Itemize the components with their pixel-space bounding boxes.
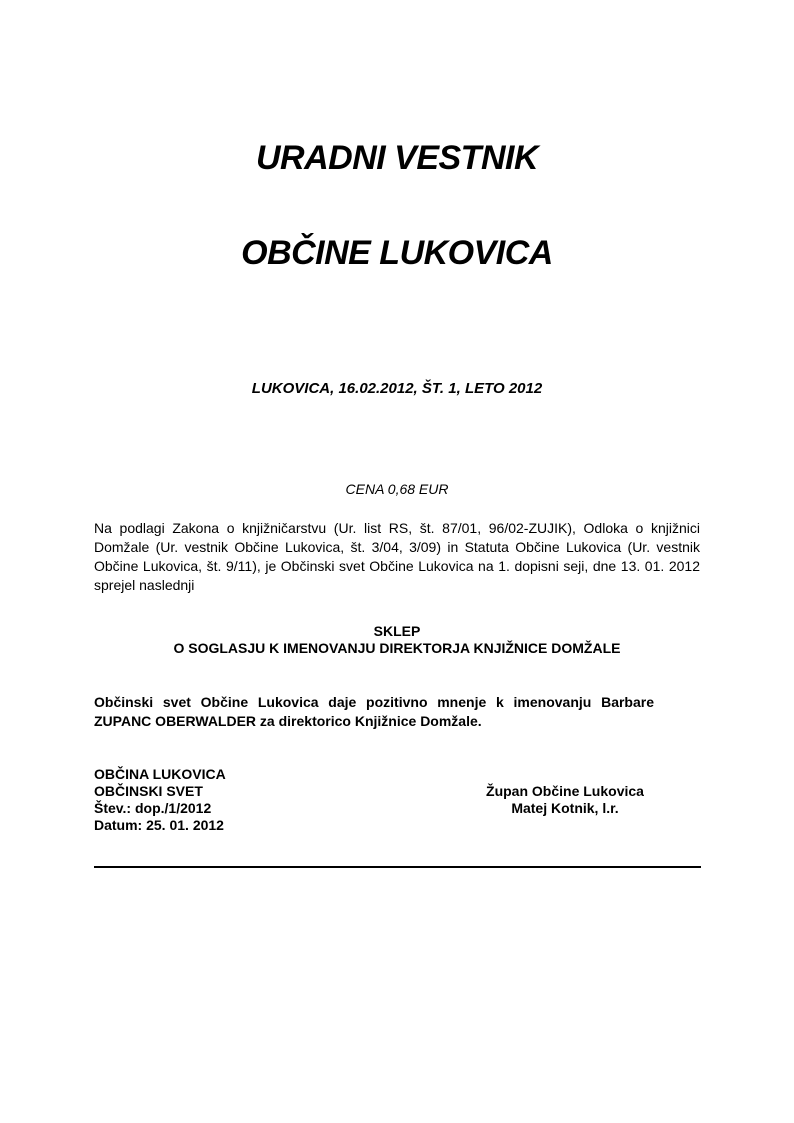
intro-paragraph: Na podlagi Zakona o knjižničarstvu (Ur. list RS, št. 87/01, 96/02-ZUJIK), Odloka o knjižnici Domžale (Ur. vestnik Občine Lukovica, št. 3/04, 3/09) in Statuta Občine Lukovica (Ur. vestnik Občine Lukovica, št. 9/11), je Občinski svet Občine Lukovica na 1. dopisni seji, dne 13. 01. 2012 sprejel naslednji	[94, 520, 700, 593]
signatory-title: Župan Občine Lukovica	[486, 783, 644, 799]
decision-body: Občinski svet Občine Lukovica daje pozitivno mnenje k imenovanju Barbare ZUPANC OBERWALDER za direktorico Knjižnice Domžale.	[94, 694, 654, 729]
signatory-name: Matej Kotnik, l.r.	[511, 800, 619, 816]
issuer-council: OBČINSKI SVET	[94, 783, 203, 799]
section-divider	[94, 866, 701, 868]
issuer-block	[94, 766, 354, 834]
issue-info: LUKOVICA, 16.02.2012, ŠT. 1, LETO 2012	[251, 380, 543, 397]
decision-heading: SKLEP	[373, 623, 421, 639]
signatory-block	[460, 783, 670, 817]
document-date: Datum: 25. 01. 2012	[94, 817, 224, 833]
gazette-title: URADNI VESTNIK	[255, 139, 539, 177]
decision-subheading: O SOGLASJU K IMENOVANJU DIREKTORJA KNJIŽNICE DOMŽALE	[173, 640, 621, 656]
price-label: CENA 0,68 EUR	[345, 481, 449, 497]
issuer-municipality: OBČINA LUKOVICA	[94, 766, 226, 782]
municipality-title: OBČINE LUKOVICA	[241, 234, 553, 272]
document-number: Štev.: dop./1/2012	[94, 800, 212, 816]
